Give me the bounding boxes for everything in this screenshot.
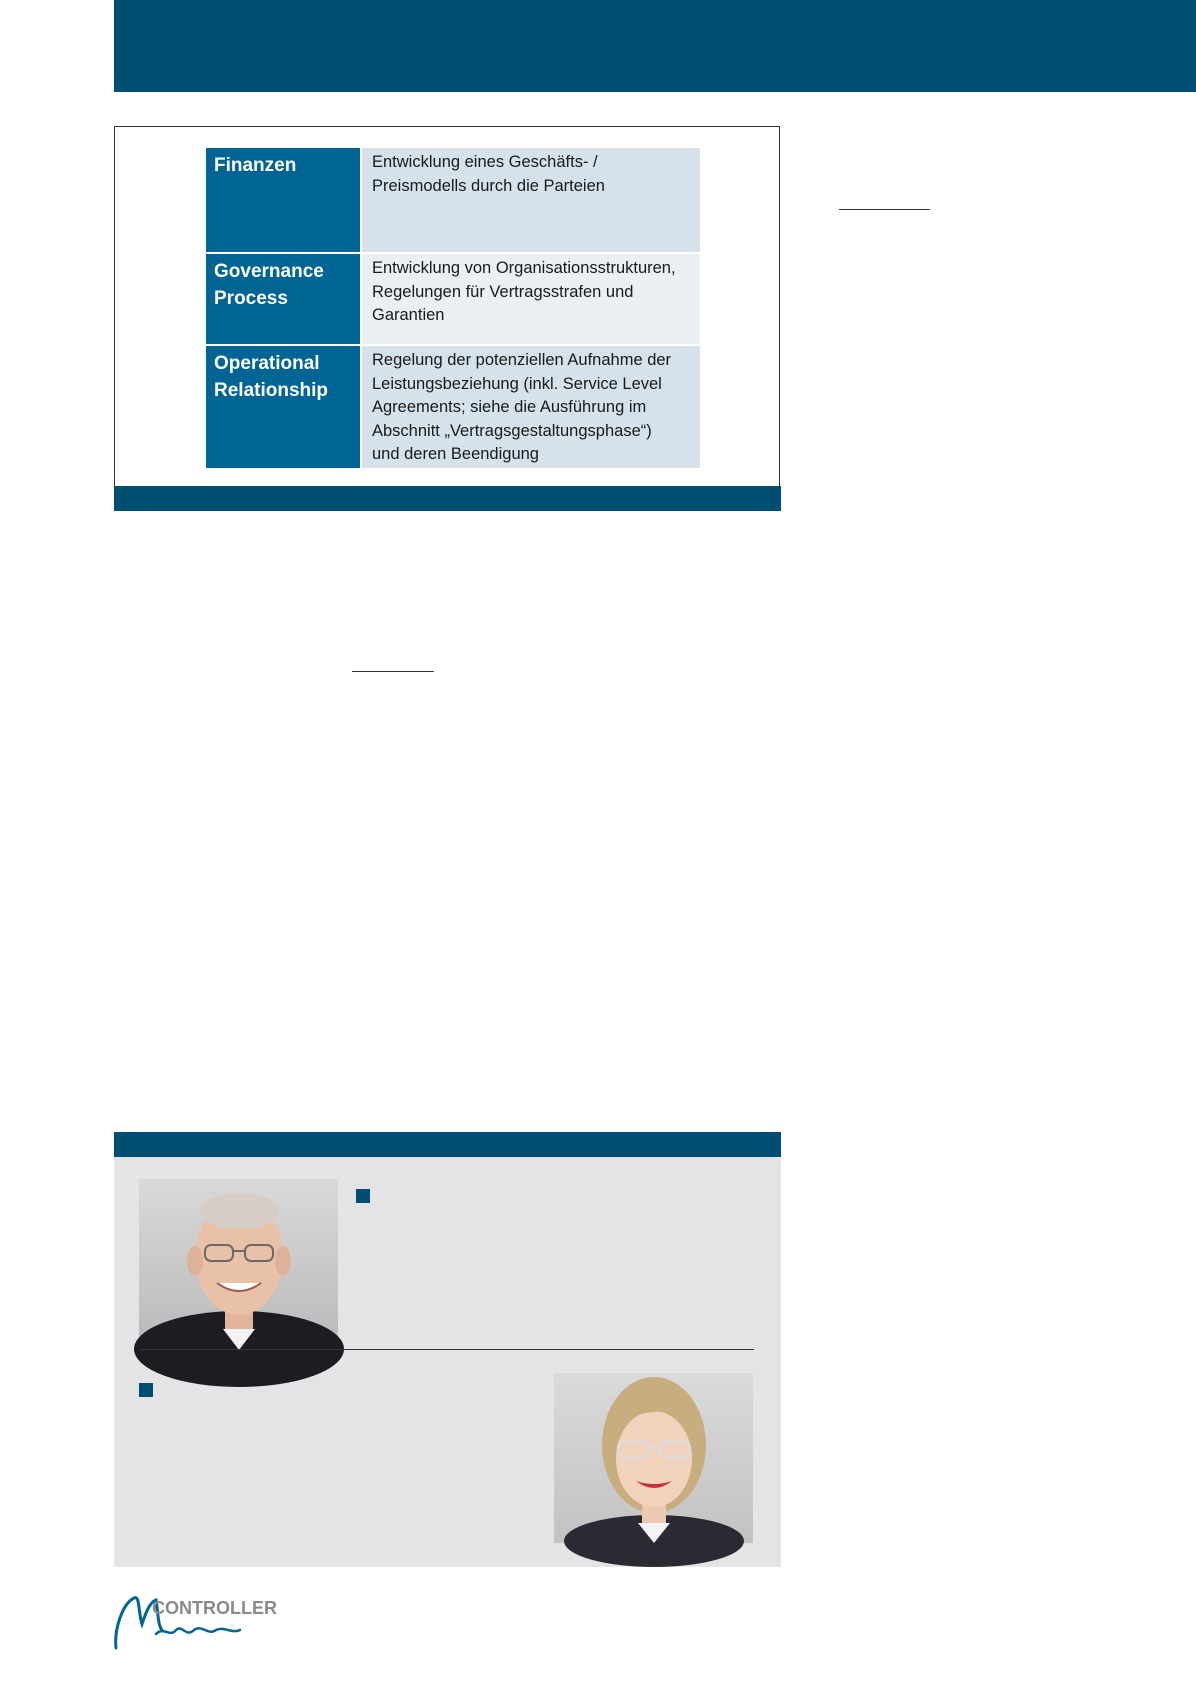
top-banner	[114, 0, 1196, 92]
footnote-rule	[352, 671, 434, 672]
table-row	[206, 148, 700, 252]
value-line: Entwicklung von Organisationsstrukturen,	[372, 259, 676, 277]
row-key-finanzen: Finanzen	[206, 148, 360, 252]
row-key-governance-process: Governance Process	[206, 254, 360, 344]
svg-text:CONTROLLER: CONTROLLER	[152, 1598, 277, 1618]
footnote-rule	[839, 209, 930, 210]
value-line: Entwicklung eines Geschäfts- /	[372, 153, 598, 171]
table-row	[206, 346, 700, 468]
value-line: Agreements; siehe die Ausführung im	[372, 398, 647, 416]
value-line: Abschnitt „Vertragsgestaltungsphase“)	[372, 421, 652, 440]
value-line: Regelungen für Vertragsstrafen und	[372, 282, 634, 301]
contract-topics-table	[206, 148, 700, 468]
author-photo-man	[139, 1179, 338, 1350]
author-divider	[139, 1349, 754, 1350]
value-line: Garantien	[372, 306, 445, 324]
bullet-square	[356, 1189, 370, 1203]
value-line: Preismodells durch die Parteien	[372, 176, 605, 195]
bullet-square	[139, 1383, 153, 1397]
author-box-header	[114, 1132, 781, 1157]
row-value-governance-process	[362, 254, 700, 344]
figure-footer-bar	[114, 486, 781, 511]
value-line: Regelung der potenziellen Aufnahme der	[372, 351, 672, 369]
row-key-operational-relationship: Operational Relationship	[206, 346, 360, 468]
controller-magazin-logo	[112, 1590, 277, 1652]
value-line: und deren Beendigung	[372, 445, 539, 463]
row-value-operational-relationship	[362, 346, 700, 468]
author-photo-woman	[554, 1373, 753, 1543]
row-value-finanzen	[362, 148, 700, 252]
table-row	[206, 254, 700, 344]
value-line: Leistungsbeziehung (inkl. Service Level	[372, 374, 662, 393]
